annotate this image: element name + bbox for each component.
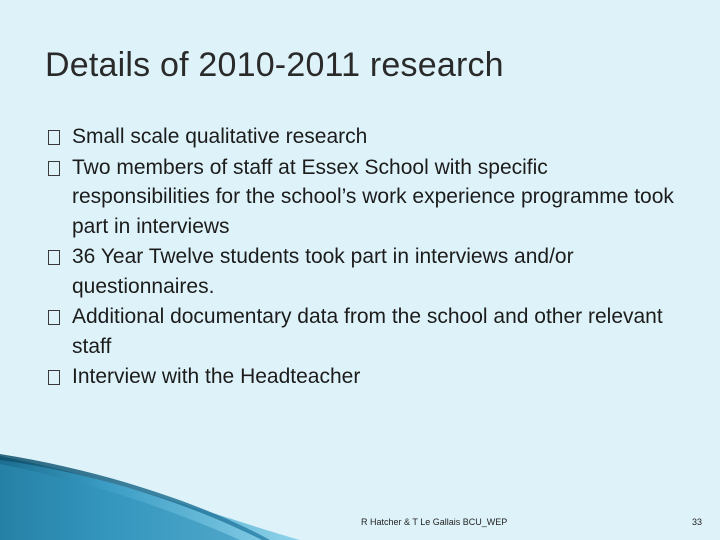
bullet-text: 36 Year Twelve students took part in interviews and/or questionnaires. xyxy=(72,245,574,298)
bullet-text: Small scale qualitative research xyxy=(72,125,368,148)
square-bullet-icon xyxy=(48,370,60,385)
square-bullet-icon xyxy=(48,130,60,145)
bullet-item xyxy=(48,122,688,152)
decorative-swoosh xyxy=(0,440,720,540)
bullet-item xyxy=(48,153,688,242)
square-bullet-icon xyxy=(48,250,60,265)
swoosh-shade xyxy=(0,464,240,540)
bullet-text: Interview with the Headteacher xyxy=(72,365,361,388)
slide-title: Details of 2010-2011 research xyxy=(45,46,504,84)
slide-footer: R Hatcher & T Le Gallais BCU_WEP xyxy=(361,517,508,527)
bullet-item xyxy=(48,242,688,301)
bullet-text: Two members of staff at Essex School with specific responsibilities for the school’s work experience programme took part in interviews xyxy=(72,155,674,238)
square-bullet-icon xyxy=(48,310,60,325)
page-number: 33 xyxy=(691,517,702,527)
bullet-list xyxy=(48,122,688,393)
bullet-item xyxy=(48,302,688,361)
bullet-text: Additional documentary data from the school and other relevant staff xyxy=(72,305,663,358)
square-bullet-icon xyxy=(48,161,60,176)
bullet-item xyxy=(48,362,688,392)
